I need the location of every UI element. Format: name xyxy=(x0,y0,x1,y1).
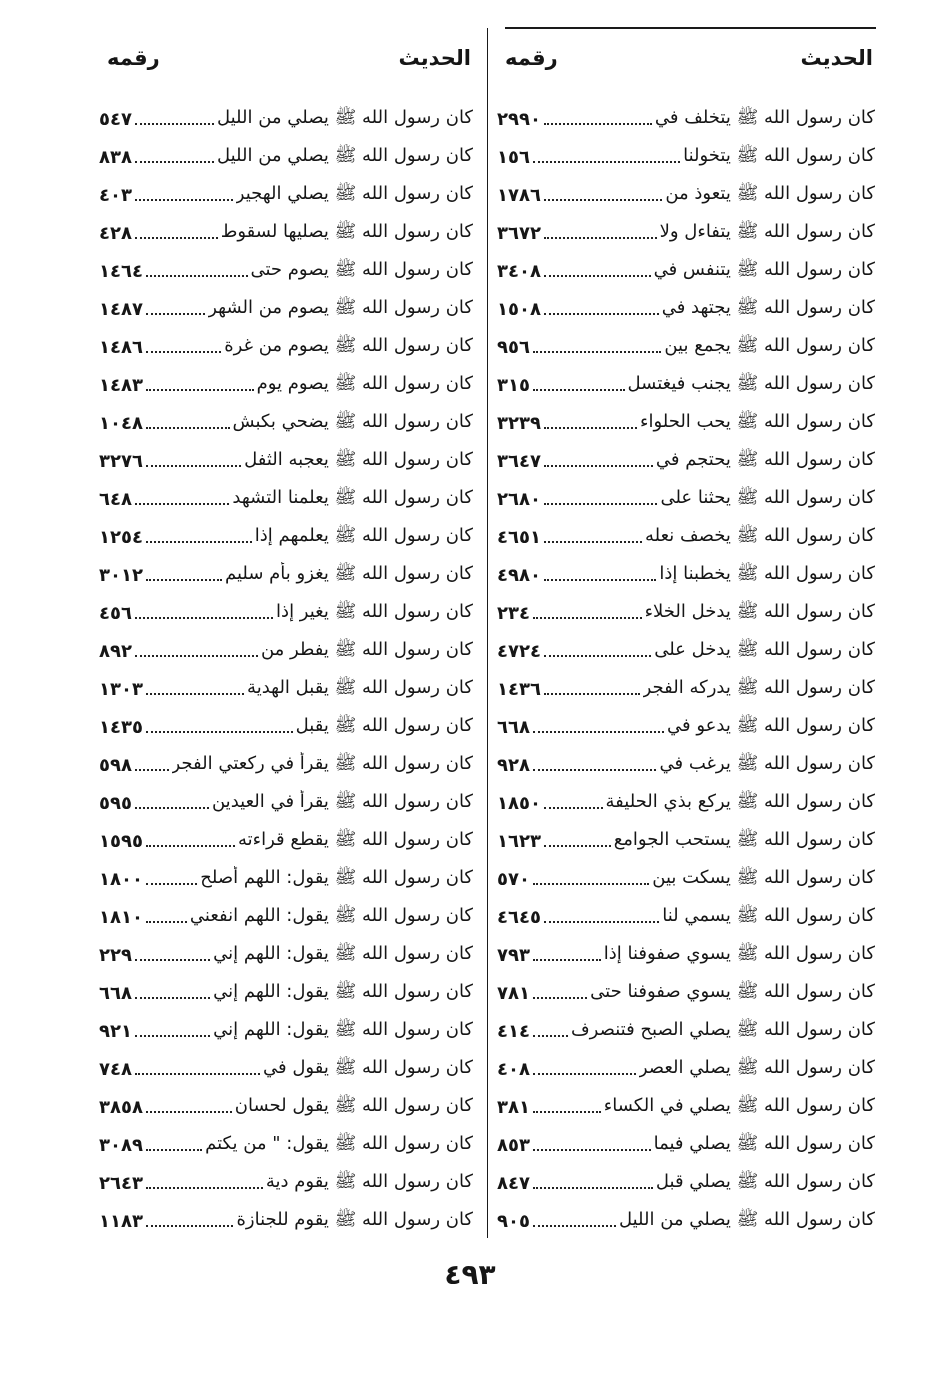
hadith-text: كان رسول الله ﷺ يقول: اللهم انفعني xyxy=(189,905,473,926)
index-row xyxy=(497,898,875,936)
index-row xyxy=(497,556,875,594)
index-row xyxy=(497,214,875,252)
dot-leader xyxy=(544,807,603,809)
dot-leader xyxy=(146,351,221,353)
hadith-number: ٣٦٤٧ xyxy=(497,450,541,472)
hadith-text: كان رسول الله ﷺ يتخولنا xyxy=(683,145,875,166)
hadith-text: كان رسول الله ﷺ يخطبنا إذا xyxy=(659,563,875,584)
hadith-text: كان رسول الله ﷺ يتفاءل ولا xyxy=(659,221,875,242)
hadith-number: ٢٦٨٠ xyxy=(497,488,541,510)
dot-leader xyxy=(146,541,252,543)
index-row xyxy=(497,594,875,632)
index-row xyxy=(497,252,875,290)
hadith-number: ١٥٠٨ xyxy=(497,298,541,320)
hadith-number: ٦٦٨ xyxy=(497,716,530,738)
hadith-text: كان رسول الله ﷺ يجتهد في xyxy=(661,297,875,318)
index-row xyxy=(497,746,875,784)
index-row xyxy=(497,1088,875,1126)
dot-leader xyxy=(146,579,222,581)
hadith-text: كان رسول الله ﷺ يفطر من xyxy=(260,639,473,660)
hadith-number: ١٦٢٣ xyxy=(497,830,541,852)
hadith-text: كان رسول الله ﷺ يضحي بكبش xyxy=(232,411,473,432)
dot-leader xyxy=(533,1035,568,1037)
index-row xyxy=(497,328,875,366)
hadith-number: ٩٠٥ xyxy=(497,1210,530,1232)
index-row xyxy=(99,214,473,252)
hadith-number: ٣٢٣٩ xyxy=(497,412,541,434)
dot-leader xyxy=(146,921,187,923)
dot-leader xyxy=(533,617,642,619)
hadith-number: ٣٦٧٢ xyxy=(497,222,541,244)
dot-leader xyxy=(533,161,680,163)
hadith-number: ٣٢٧٦ xyxy=(99,450,143,472)
hadith-number: ١٨٥٠ xyxy=(497,792,541,814)
hadith-number: ٣١٥ xyxy=(497,374,530,396)
index-row xyxy=(497,822,875,860)
hadith-text: كان رسول الله ﷺ يعلمنا التشهد xyxy=(232,487,473,508)
hadith-text: كان رسول الله ﷺ يغزو بأم سليم xyxy=(224,563,473,584)
hadith-text: كان رسول الله ﷺ يقوم للجنازة xyxy=(236,1209,473,1230)
hadith-text: كان رسول الله ﷺ يصلي الصبح فتنصرف xyxy=(571,1019,875,1040)
hadith-text: كان رسول الله ﷺ يقول لحسان xyxy=(234,1095,473,1116)
hadith-text: كان رسول الله ﷺ يقول: " من يكتم xyxy=(205,1133,473,1154)
hadith-text: كان رسول الله ﷺ يسكت بين xyxy=(652,867,875,888)
index-row xyxy=(99,594,473,632)
hadith-text: كان رسول الله ﷺ يسوي صفوفنا حتى xyxy=(590,981,875,1002)
hadith-number: ٨٤٧ xyxy=(497,1172,530,1194)
dot-leader xyxy=(533,1187,653,1189)
index-row xyxy=(99,366,473,404)
dot-leader xyxy=(533,1225,616,1227)
index-row xyxy=(497,480,875,518)
hadith-text: كان رسول الله ﷺ يصلي من الليل xyxy=(216,107,473,128)
hadith-text: كان رسول الله ﷺ يقبل الهدية xyxy=(247,677,473,698)
index-row xyxy=(99,404,473,442)
dot-leader xyxy=(533,1111,601,1113)
hadith-number: ٥٩٨ xyxy=(99,754,132,776)
hadith-text: كان رسول الله ﷺ يدخل الخلاء xyxy=(644,601,875,622)
hadith-number: ٢٣٤ xyxy=(497,602,530,624)
hadith-number: ٤٧٢٤ xyxy=(497,640,541,662)
hadith-text: كان رسول الله ﷺ يقول: اللهم إني xyxy=(213,1019,473,1040)
hadith-number: ١٤٣٦ xyxy=(497,678,541,700)
index-row xyxy=(99,556,473,594)
dot-leader xyxy=(135,199,233,201)
hadith-number: ٣٤٠٨ xyxy=(497,260,541,282)
index-row xyxy=(99,822,473,860)
dot-leader xyxy=(146,883,197,885)
dot-leader xyxy=(146,731,293,733)
hadith-number: ٤٦٥١ xyxy=(497,526,541,548)
index-row xyxy=(497,670,875,708)
dot-leader xyxy=(135,959,210,961)
hadith-text: كان رسول الله ﷺ يقطع قراءته xyxy=(238,829,473,850)
dot-leader xyxy=(135,161,214,163)
index-row xyxy=(497,138,875,176)
index-row xyxy=(497,100,875,138)
index-column-left xyxy=(99,0,473,1245)
hadith-text: كان رسول الله ﷺ يقبل xyxy=(295,715,473,736)
dot-leader xyxy=(135,807,209,809)
hadith-number: ٣٨١ xyxy=(497,1096,530,1118)
hadith-text: كان رسول الله ﷺ يدركه الفجر xyxy=(642,677,875,698)
hadith-number: ٤٦٤٥ xyxy=(497,906,541,928)
index-row xyxy=(497,860,875,898)
dot-leader xyxy=(146,427,230,429)
dot-leader xyxy=(533,389,625,391)
hadith-number: ٧٨١ xyxy=(497,982,530,1004)
hadith-number: ٨٩٢ xyxy=(99,640,132,662)
index-row xyxy=(99,1202,473,1240)
dot-leader xyxy=(544,541,642,543)
hadith-text: كان رسول الله ﷺ يقوم دية xyxy=(265,1171,473,1192)
index-row xyxy=(99,936,473,974)
index-row xyxy=(497,442,875,480)
hadith-number: ٦٤٨ xyxy=(99,488,132,510)
hadith-number: ١٢٥٤ xyxy=(99,526,143,548)
dot-leader xyxy=(533,1073,636,1075)
hadith-number: ١٨٠٠ xyxy=(99,868,143,890)
hadith-number: ١٧٨٦ xyxy=(497,184,541,206)
dot-leader xyxy=(146,1225,234,1227)
hadith-text: كان رسول الله ﷺ يصوم من غرة xyxy=(224,335,473,356)
hadith-text: كان رسول الله ﷺ يتعوذ من xyxy=(665,183,875,204)
hadith-number: ٤١٤ xyxy=(497,1020,530,1042)
column-header xyxy=(497,40,875,76)
hadith-number: ١٤٨٧ xyxy=(99,298,143,320)
hadith-header: الحديث xyxy=(398,46,471,70)
index-row xyxy=(497,974,875,1012)
hadith-text: كان رسول الله ﷺ يغير إذا xyxy=(276,601,473,622)
index-row xyxy=(497,518,875,556)
hadith-number: ٩٥٦ xyxy=(497,336,530,358)
hadith-number: ٣٨٥٨ xyxy=(99,1096,143,1118)
index-row xyxy=(99,328,473,366)
dot-leader xyxy=(533,731,664,733)
hadith-number: ٥٤٧ xyxy=(99,108,132,130)
hadith-text: كان رسول الله ﷺ يصوم من الشهر xyxy=(208,297,473,318)
dot-leader xyxy=(533,997,587,999)
index-row xyxy=(99,480,473,518)
index-row xyxy=(99,100,473,138)
index-row xyxy=(497,404,875,442)
hadith-text: كان رسول الله ﷺ يدخل على xyxy=(654,639,875,660)
hadith-text: كان رسول الله ﷺ يصلي فيما xyxy=(653,1133,875,1154)
dot-leader xyxy=(533,769,657,771)
dot-leader xyxy=(544,237,657,239)
dot-leader xyxy=(135,123,214,125)
hadith-number: ٣٠١٢ xyxy=(99,564,143,586)
hadith-text: كان رسول الله ﷺ يرغب في xyxy=(659,753,875,774)
hadith-number: ١٥٦ xyxy=(497,146,530,168)
hadith-text: كان رسول الله ﷺ يقرأ في العيدين xyxy=(211,791,473,812)
hadith-number: ١٨١٠ xyxy=(99,906,143,928)
index-row xyxy=(99,898,473,936)
hadith-number: ٢٩٩٠ xyxy=(497,108,541,130)
index-row xyxy=(99,708,473,746)
dot-leader xyxy=(146,693,244,695)
hadith-number: ٩٢١ xyxy=(99,1020,132,1042)
hadith-text: كان رسول الله ﷺ يدعو في xyxy=(667,715,875,736)
hadith-text: كان رسول الله ﷺ يستحب الجوامع xyxy=(613,829,875,850)
index-row xyxy=(99,252,473,290)
hadith-text: كان رسول الله ﷺ يركع بذي الحليفة xyxy=(605,791,875,812)
dot-leader xyxy=(146,1149,202,1151)
dot-leader xyxy=(135,237,218,239)
dot-leader xyxy=(544,465,653,467)
index-row xyxy=(497,1126,875,1164)
hadith-number: ١١٨٣ xyxy=(99,1210,143,1232)
hadith-number: ١٥٩٥ xyxy=(99,830,143,852)
hadith-text: كان رسول الله ﷺ يخصف نعله xyxy=(644,525,875,546)
hadith-text: كان رسول الله ﷺ يجنب فيغتسل xyxy=(627,373,875,394)
index-row xyxy=(99,632,473,670)
dot-leader xyxy=(544,123,652,125)
index-row xyxy=(99,1012,473,1050)
index-row xyxy=(99,1126,473,1164)
index-row xyxy=(99,1050,473,1088)
hadith-number: ٤٩٨٠ xyxy=(497,564,541,586)
hadith-number: ٧٩٣ xyxy=(497,944,530,966)
hadith-text: كان رسول الله ﷺ يصلي من الليل xyxy=(216,145,473,166)
index-row xyxy=(497,708,875,746)
dot-leader xyxy=(533,1149,651,1151)
hadith-text: كان رسول الله ﷺ يقول: اللهم إني xyxy=(213,981,473,1002)
dot-leader xyxy=(146,1111,232,1113)
dot-leader xyxy=(544,503,657,505)
hadith-number: ١٤٨٦ xyxy=(99,336,143,358)
index-row xyxy=(497,1050,875,1088)
index-row xyxy=(99,974,473,1012)
dot-leader xyxy=(135,503,229,505)
hadith-text: كان رسول الله ﷺ يصلي قبل xyxy=(655,1171,875,1192)
index-row xyxy=(497,1012,875,1050)
index-row xyxy=(99,176,473,214)
hadith-text: كان رسول الله ﷺ يقول: اللهم إني xyxy=(213,943,473,964)
hadith-text: كان رسول الله ﷺ يصليها لسقوط xyxy=(220,221,473,242)
hadith-number: ١٤٨٣ xyxy=(99,374,143,396)
hadith-text: كان رسول الله ﷺ يسمي لنا xyxy=(662,905,875,926)
dot-leader xyxy=(544,655,651,657)
hadith-number: ٤٥٦ xyxy=(99,602,132,624)
hadith-text: كان رسول الله ﷺ يجمع بين xyxy=(664,335,875,356)
hadith-number: ٥٩٥ xyxy=(99,792,132,814)
dot-leader xyxy=(146,1187,263,1189)
dot-leader xyxy=(544,921,659,923)
index-row xyxy=(497,176,875,214)
index-column-right xyxy=(497,0,875,1245)
index-row xyxy=(99,138,473,176)
hadith-text: كان رسول الله ﷺ يصلي في الكساء xyxy=(603,1095,875,1116)
index-row xyxy=(99,746,473,784)
hadith-number: ٥٧٠ xyxy=(497,868,530,890)
index-row xyxy=(99,670,473,708)
hadith-number: ٤٠٨ xyxy=(497,1058,530,1080)
index-row xyxy=(99,784,473,822)
hadith-text: كان رسول الله ﷺ يتخلف في xyxy=(654,107,875,128)
page-number: ٤٩٣ xyxy=(444,1258,496,1291)
dot-leader xyxy=(533,959,601,961)
dot-leader xyxy=(146,275,248,277)
hadith-text: كان رسول الله ﷺ يحثنا على xyxy=(660,487,875,508)
hadith-text: كان رسول الله ﷺ يعجبه الثفل xyxy=(244,449,473,470)
hadith-text: كان رسول الله ﷺ يتنفس في xyxy=(653,259,875,280)
index-rows xyxy=(497,100,875,1240)
hadith-text: كان رسول الله ﷺ يصلي الهجير xyxy=(235,183,473,204)
hadith-text: كان رسول الله ﷺ يعلمهم إذا xyxy=(254,525,473,546)
column-divider xyxy=(487,28,488,1238)
index-row xyxy=(99,860,473,898)
hadith-number: ٨٣٨ xyxy=(99,146,132,168)
index-row xyxy=(497,1202,875,1240)
hadith-number: ٢٢٩ xyxy=(99,944,132,966)
dot-leader xyxy=(544,693,640,695)
dot-leader xyxy=(544,275,651,277)
hadith-number: ١٠٤٨ xyxy=(99,412,143,434)
dot-leader xyxy=(135,769,169,771)
index-row xyxy=(497,290,875,328)
dot-leader xyxy=(135,997,210,999)
index-row xyxy=(497,936,875,974)
column-header xyxy=(99,40,473,76)
index-row xyxy=(497,366,875,404)
dot-leader xyxy=(544,579,656,581)
hadith-number: ٩٢٨ xyxy=(497,754,530,776)
dot-leader xyxy=(146,389,254,391)
hadith-header: الحديث xyxy=(800,46,873,70)
index-row xyxy=(497,784,875,822)
dot-leader xyxy=(544,845,611,847)
dot-leader xyxy=(135,1073,260,1075)
number-header: رقمه xyxy=(107,46,160,70)
hadith-text: كان رسول الله ﷺ يحتجم في xyxy=(655,449,875,470)
index-row xyxy=(99,1164,473,1202)
number-header: رقمه xyxy=(505,46,558,70)
dot-leader xyxy=(146,465,241,467)
hadith-number: ٤٠٣ xyxy=(99,184,132,206)
dot-leader xyxy=(533,883,649,885)
hadith-text: كان رسول الله ﷺ يصوم حتى xyxy=(250,259,473,280)
hadith-number: ٧٤٨ xyxy=(99,1058,132,1080)
hadith-number: ٦٦٨ xyxy=(99,982,132,1004)
hadith-number: ١٤٦٤ xyxy=(99,260,143,282)
index-row xyxy=(99,518,473,556)
dot-leader xyxy=(135,617,273,619)
dot-leader xyxy=(146,845,235,847)
hadith-number: ١٤٣٥ xyxy=(99,716,143,738)
dot-leader xyxy=(544,427,637,429)
dot-leader xyxy=(544,313,659,315)
index-row xyxy=(99,290,473,328)
hadith-text: كان رسول الله ﷺ يصلي من الليل xyxy=(618,1209,875,1230)
hadith-number: ٤٢٨ xyxy=(99,222,132,244)
hadith-text: كان رسول الله ﷺ يقول في xyxy=(263,1057,473,1078)
hadith-number: ١٣٠٣ xyxy=(99,678,143,700)
hadith-text: كان رسول الله ﷺ يصلي العصر xyxy=(638,1057,875,1078)
index-row xyxy=(497,1164,875,1202)
dot-leader xyxy=(135,655,258,657)
index-row xyxy=(99,442,473,480)
hadith-number: ٨٥٣ xyxy=(497,1134,530,1156)
hadith-text: كان رسول الله ﷺ يسوي صفوفنا إذا xyxy=(603,943,875,964)
index-row xyxy=(497,632,875,670)
dot-leader xyxy=(135,1035,210,1037)
hadith-text: كان رسول الله ﷺ يصوم يوم xyxy=(256,373,473,394)
hadith-text: كان رسول الله ﷺ يقول: اللهم أصلح xyxy=(200,867,473,888)
hadith-number: ٢٦٤٣ xyxy=(99,1172,143,1194)
hadith-number: ٣٠٨٩ xyxy=(99,1134,143,1156)
index-rows xyxy=(99,100,473,1240)
hadith-text: كان رسول الله ﷺ يحب الحلواء xyxy=(639,411,875,432)
dot-leader xyxy=(146,313,205,315)
dot-leader xyxy=(544,199,662,201)
hadith-text: كان رسول الله ﷺ يقرأ في ركعتي الفجر xyxy=(171,753,473,774)
dot-leader xyxy=(533,351,661,353)
index-row xyxy=(99,1088,473,1126)
